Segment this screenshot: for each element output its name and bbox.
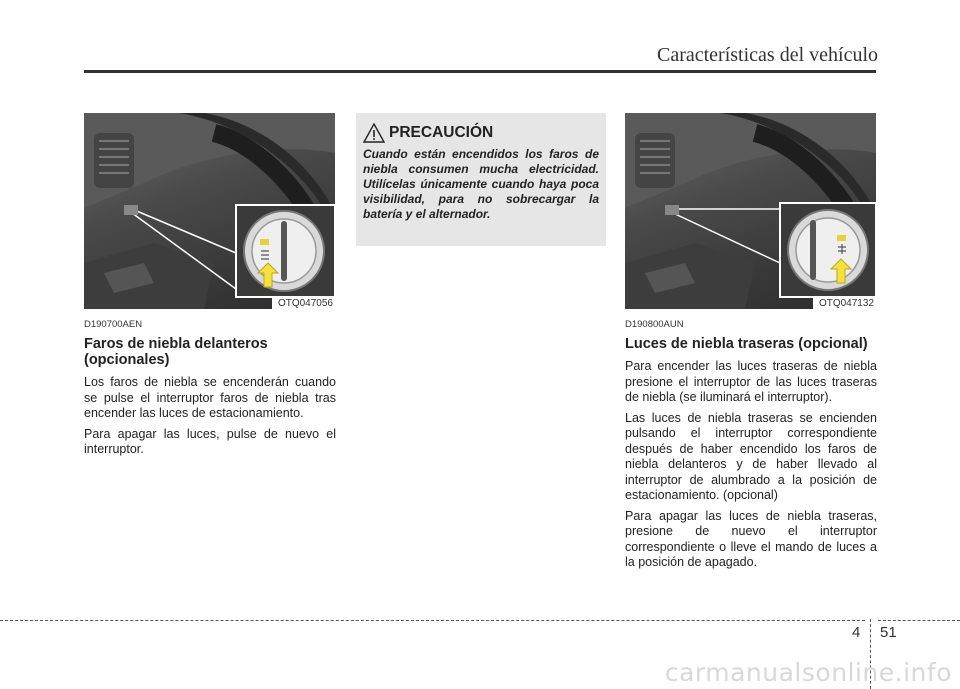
caution-title: PRECAUCIÓN xyxy=(389,124,494,141)
paragraph: Para encender las luces traseras de niebla presione el interruptor de las luces traseras de niebla (se iluminará el interruptor). xyxy=(625,359,877,404)
section-code: D190800AUN xyxy=(625,319,684,330)
paragraph: Las luces de niebla traseras se encienden pulsando el interruptor correspondiente después de haber encendido los faros de niebla delanteros y de haber llevado al interruptor de alumbrado a la posición de estacionamiento. (opcional) xyxy=(625,410,877,502)
section-code: D190700AEN xyxy=(84,319,143,330)
chapter-number: 4 xyxy=(852,624,861,641)
caution-header xyxy=(363,123,599,143)
rear-fog-section xyxy=(625,319,877,576)
dashboard-illustration xyxy=(625,113,876,309)
photo-code: OTQ047056 xyxy=(272,297,335,309)
paragraph: Los faros de niebla se encenderán cuando se pulse el interruptor faros de niebla tras encender las luces de estacionamiento. xyxy=(84,375,336,420)
page-header-title: Características del vehículo xyxy=(656,44,878,66)
caution-text: Cuando están encendidos los faros de niebla consumen mucha electricidad. Utilícelas únicamente cuando haya poca visibilidad, para no sobrecargar la batería y el alternador. xyxy=(363,147,599,221)
front-fog-section xyxy=(84,319,336,463)
warning-triangle-icon xyxy=(363,123,385,143)
section-title: Faros de niebla delanteros (opcionales) xyxy=(84,336,268,368)
dashboard-illustration xyxy=(84,113,335,309)
header-rule xyxy=(84,70,876,73)
watermark-text: carmanualsonline.info xyxy=(664,658,952,687)
page-number: 51 xyxy=(880,624,897,641)
photo-code: OTQ047132 xyxy=(813,297,876,309)
dashboard-photo-rear-fog xyxy=(625,113,876,309)
paragraph: Para apagar las luces de niebla traseras, presione de nuevo el interruptor correspondiente o lleve el mando de luces a la posición de apagado. xyxy=(625,508,877,569)
section-title: Luces de niebla traseras (opcional) xyxy=(625,336,868,352)
footer-rule xyxy=(878,620,960,621)
paragraph: Para apagar las luces, pulse de nuevo el interruptor. xyxy=(84,426,336,456)
caution-box xyxy=(356,113,606,246)
dashboard-photo-front-fog xyxy=(84,113,335,309)
footer-rule xyxy=(0,620,865,621)
